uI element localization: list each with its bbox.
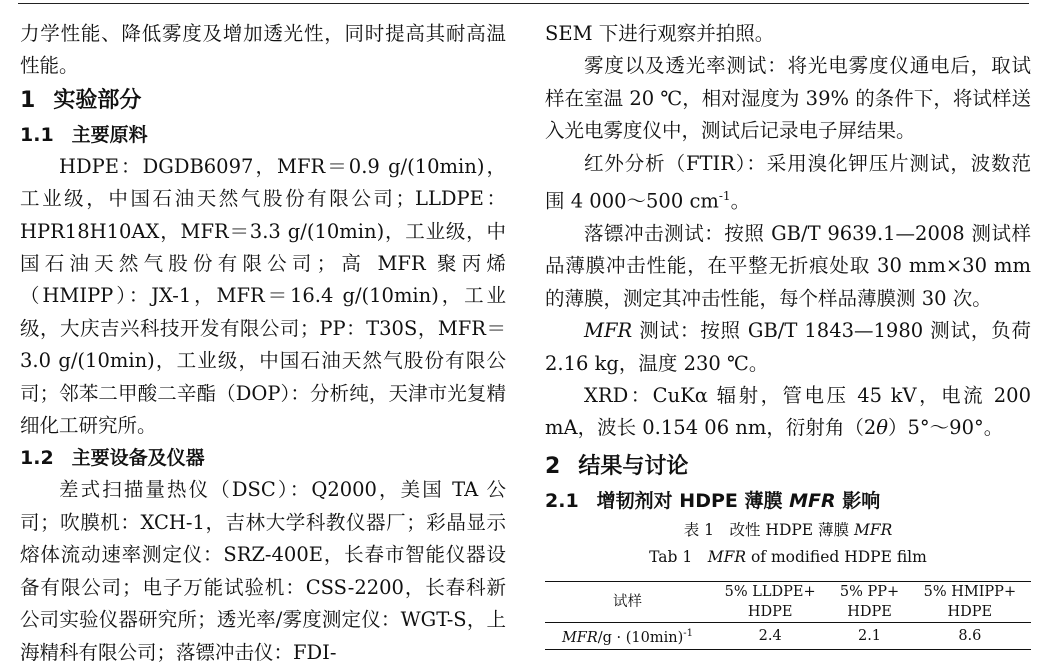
- ftir-end: 。: [730, 189, 751, 213]
- header-col-3: 5% HMIPP+: [909, 581, 1031, 602]
- row-label-italic: MFR: [561, 629, 598, 646]
- caption-cn-italic: MFR: [853, 520, 893, 539]
- section-2-heading: [545, 449, 1031, 485]
- top-rule: [18, 3, 1029, 4]
- section-1-2-heading: [20, 442, 506, 474]
- table-cell: 8.6: [909, 622, 1031, 649]
- mfr-label: MFR: [584, 319, 633, 343]
- row-label-unit: /g · (10min): [597, 629, 684, 646]
- header-col-3-line2: HDPE: [947, 603, 993, 620]
- caption-en-rest: of modified HDPE film: [746, 547, 927, 566]
- intro-paragraph: 力学性能、降低雾度及增加透光性，同时提高其耐高温性能。: [20, 22, 506, 78]
- header-row-label: 试样: [545, 581, 710, 622]
- table-cell: 2.1: [830, 622, 908, 649]
- table-cell: 2.4: [710, 622, 830, 649]
- section-1-1-heading: [20, 119, 506, 151]
- right-column: [545, 18, 1031, 650]
- row-label: [545, 622, 710, 649]
- caption-en-italic: MFR: [707, 547, 747, 566]
- section-number: 1: [20, 87, 36, 113]
- section-number: 2: [545, 453, 561, 479]
- xrd-text-b: ）5°～90°。: [888, 416, 1004, 440]
- row-label-superscript: -1: [683, 627, 694, 639]
- sem-paragraph: SEM 下进行观察并拍照。: [545, 22, 775, 45]
- section-1-heading: [20, 83, 506, 119]
- section-title: 实验部分: [53, 87, 142, 113]
- section-number: 2.1: [545, 489, 579, 512]
- equipment-paragraph: 差式扫描量热仪（DSC）：Q2000，美国 TA 公司；吹膜机：XCH-1，吉林大学科教仪器厂；彩晶显示熔体流动速率测定仪：SRZ-400E，长春市智能仪器设备有限公司；电子万能试验机：CSS-2200，长春科新公司实验仪器研究所；透光率/雾度测定仪：WGT-S，上海精科有限公司；落镖冲击仪：FDI-: [20, 478, 506, 664]
- header-col-1-line2: HDPE: [747, 603, 793, 620]
- table-row: [545, 622, 1031, 649]
- mfr-text: 测试：按照 GB/T 1843—1980 测试，负荷 2.16 kg，温度 230 ℃。: [545, 319, 1031, 375]
- xrd-paragraph: [545, 380, 1031, 445]
- dart-impact-paragraph: 落镖冲击测试：按照 GB/T 9639.1—2008 测试样品薄膜冲击性能，在平整无折痕处取 30 mm×30 mm 的薄膜，测定其冲击性能，每个样品薄膜测 30 次。: [545, 221, 1031, 310]
- section-number: 1.1: [20, 123, 54, 146]
- haze-test-paragraph: 雾度以及透光率测试：将光电雾度仪通电后，取试样在室温 20 ℃，相对湿度为 39% 的条件下，将试样送入光电雾度仪中，测试后记录电子屏结果。: [545, 54, 1031, 143]
- section-title-italic: MFR: [789, 489, 836, 512]
- table-caption-en: [545, 544, 1031, 571]
- section-title: 主要设备及仪器: [71, 447, 205, 470]
- ftir-text: 红外分析（FTIR）：采用溴化钾压片测试，波数范围 4 000～500 cm: [545, 151, 1031, 213]
- section-title-a: 增韧剂对 HDPE 薄膜: [596, 489, 790, 512]
- header-col-1: 5% LLDPE+: [710, 581, 830, 602]
- section-title: 主要原料: [71, 123, 148, 146]
- section-title-b: 影响: [835, 489, 881, 512]
- table-1: [545, 581, 1031, 650]
- header-col-2: 5% PP+: [830, 581, 908, 602]
- header-col-2-line2: HDPE: [847, 603, 892, 620]
- xrd-text-a: XRD：CuKα 辐射，管电压 45 kV，电流 200 mA，波长 0.154 06 nm，衍射角（2: [545, 383, 1031, 440]
- section-2-1-heading: [545, 485, 1031, 517]
- ftir-superscript: -1: [718, 189, 731, 204]
- xrd-theta: θ: [876, 416, 889, 440]
- mfr-test-paragraph: [545, 315, 1031, 380]
- section-title: 结果与讨论: [578, 453, 689, 479]
- section-number: 1.2: [20, 447, 54, 470]
- ftir-paragraph: [545, 148, 1031, 218]
- table-caption-cn: [545, 517, 1031, 544]
- table-header-row: [545, 581, 1031, 602]
- left-column: [20, 18, 506, 669]
- caption-en-prefix: Tab 1: [649, 547, 708, 566]
- caption-cn-text: 表 1 改性 HDPE 薄膜: [683, 520, 854, 539]
- materials-paragraph: HDPE：DGDB6097，MFR＝0.9 g/(10min)，工业级，中国石油天然气股份有限公司；LLDPE：HPR18H10AX，MFR＝3.3 g/(10min)，工业级，中国石油天然气股份有限公司；高 MFR 聚丙烯（HMIPP）：JX-1，MFR＝16.4 g/(10min)，工业级，大庆吉兴科技开发有限公司；PP：T30S，MFR＝3.0 g/(10min)，工业级，中国石油天然气股份有限公司；邻苯二甲酸二辛酯（DOP）：分析纯，天津市光复精细化工研究所。: [20, 154, 506, 438]
